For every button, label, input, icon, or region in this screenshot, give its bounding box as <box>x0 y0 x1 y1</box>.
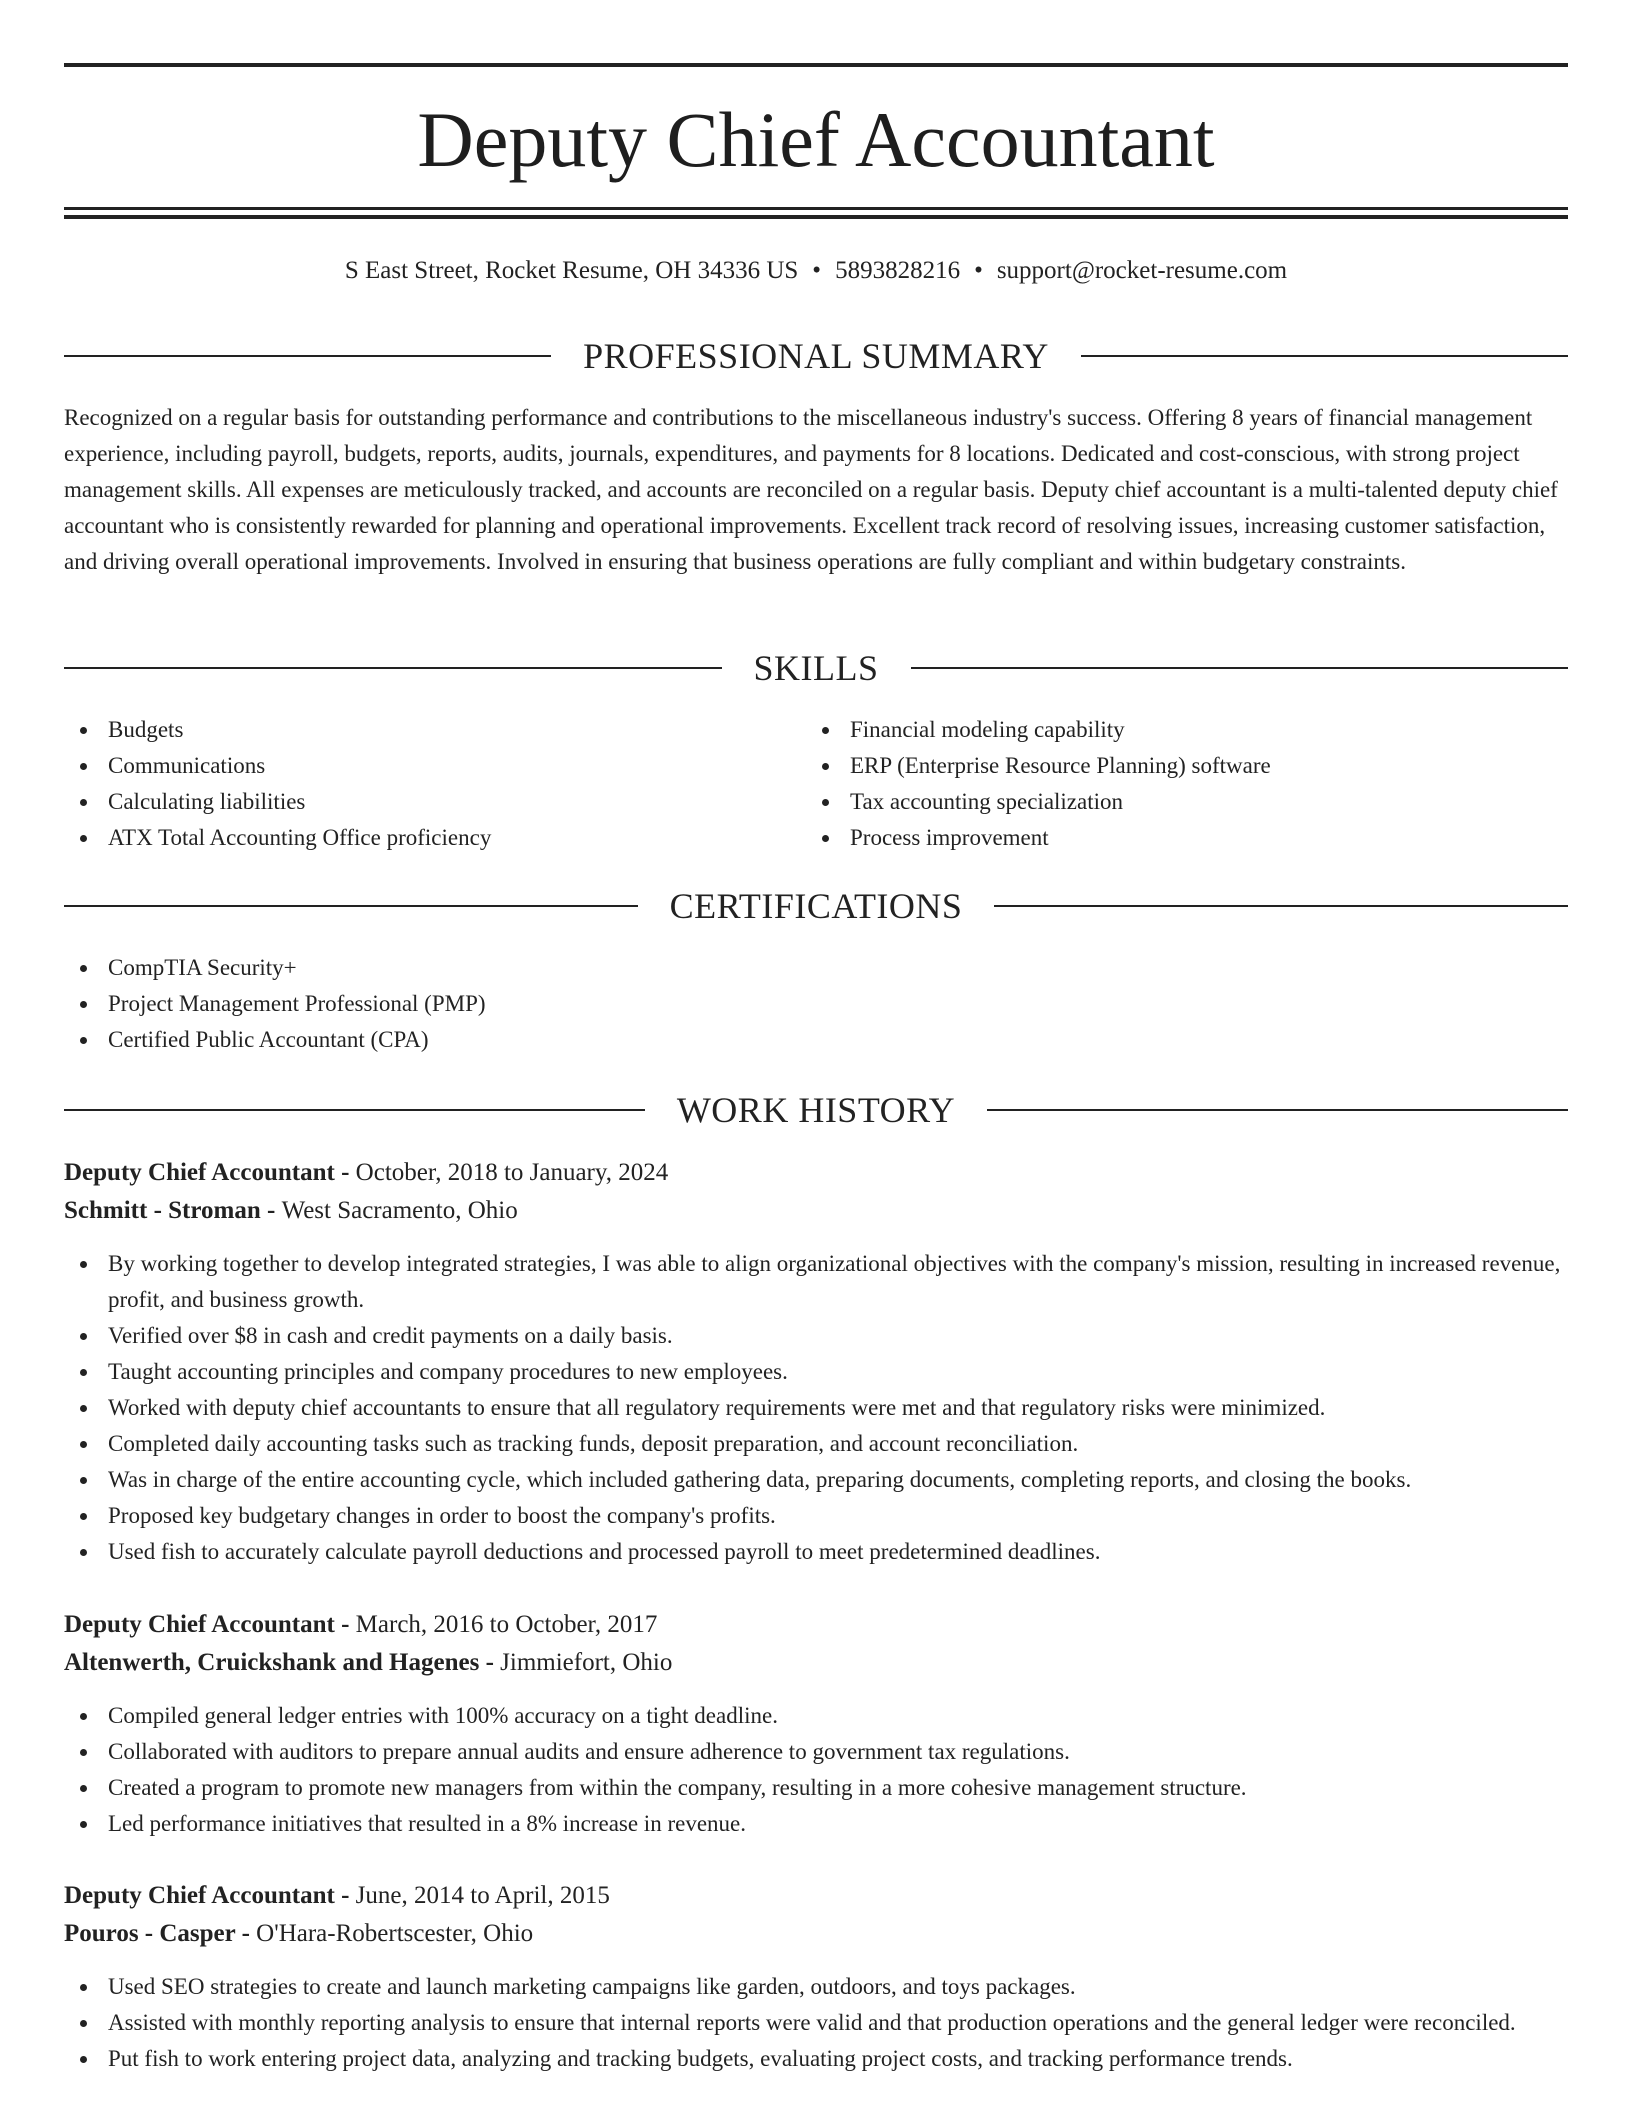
certification-item: CompTIA Security+ <box>64 950 1568 986</box>
section-heading-summary <box>64 333 1568 379</box>
job-title: Deputy Chief Accountant <box>64 1611 335 1638</box>
contact-address: S East Street, Rocket Resume, OH 34336 US <box>344 257 799 284</box>
job-bullet: Proposed key budgetary changes in order to boost the company's profits. <box>64 1498 1568 1534</box>
section-rule-right <box>911 667 1569 669</box>
section-rule-left <box>64 667 722 669</box>
section-title-summary: PROFESSIONAL SUMMARY <box>583 336 1049 376</box>
job-location: O'Hara-Robertscester, Ohio <box>256 1920 534 1947</box>
job-bullet: Was in charge of the entire accounting cycle, which included gathering data, preparing documents, completing reports, and closing the books. <box>64 1462 1568 1498</box>
certification-item: Project Management Professional (PMP) <box>64 986 1568 1022</box>
job-bullet: Compiled general ledger entries with 100% accuracy on a tight deadline. <box>64 1698 1568 1734</box>
contact-email: support@rocket-resume.com <box>996 257 1288 284</box>
skill-item: ATX Total Accounting Office proficiency <box>64 820 784 856</box>
job-bullets <box>64 1969 1568 2077</box>
skill-item: Tax accounting specialization <box>806 784 1526 820</box>
contact-separator: • <box>974 257 983 284</box>
job-bullet: Used SEO strategies to create and launch marketing campaigns like garden, outdoors, and toys packages. <box>64 1969 1568 2005</box>
certifications-list <box>64 950 1568 1058</box>
job-bullets <box>64 1698 1568 1842</box>
job-company-line <box>64 1192 1568 1230</box>
skill-item: Communications <box>64 748 784 784</box>
job-bullet: Taught accounting principles and company procedures to new employees. <box>64 1354 1568 1390</box>
job-title-line <box>64 1606 1568 1644</box>
skills-list-left <box>64 712 784 856</box>
job-title-line <box>64 1154 1568 1192</box>
job-bullet: Used fish to accurately calculate payroll deductions and processed payroll to meet predetermined deadlines. <box>64 1534 1568 1570</box>
certification-item: Certified Public Accountant (CPA) <box>64 1022 1568 1058</box>
contact-separator: • <box>812 257 822 284</box>
job-bullet: By working together to develop integrated strategies, I was able to align organizational objectives with the company's mission, resulting in increased revenue, profit, and business growth. <box>64 1246 1568 1318</box>
contact-line <box>64 253 1568 289</box>
section-rule-left <box>64 355 551 357</box>
job-company-dash: - <box>235 1920 257 1947</box>
job-dates: March, 2016 to October, 2017 <box>355 1611 658 1638</box>
job-title-line <box>64 1877 1568 1915</box>
job-location: West Sacramento, Ohio <box>281 1197 518 1224</box>
job-bullets <box>64 1246 1568 1570</box>
skill-item: Calculating liabilities <box>64 784 784 820</box>
job-company: Altenwerth, Cruickshank and Hagenes <box>64 1649 480 1676</box>
section-rule-left <box>64 1109 645 1111</box>
section-rule-right <box>987 1109 1568 1111</box>
header-bottom-rule-lower <box>64 215 1568 219</box>
section-title-certifications: CERTIFICATIONS <box>669 886 963 926</box>
job-company-line <box>64 1644 1568 1682</box>
skill-item: Budgets <box>64 712 784 748</box>
job-company-dash: - <box>260 1197 282 1224</box>
job-entry <box>64 1154 1568 1570</box>
job-company: Schmitt - Stroman <box>64 1197 261 1224</box>
job-title: Deputy Chief Accountant <box>64 1882 335 1909</box>
section-title-skills: SKILLS <box>753 648 879 688</box>
section-title-work-history: WORK HISTORY <box>676 1090 956 1130</box>
job-title: Deputy Chief Accountant <box>64 1159 335 1186</box>
job-entry <box>64 1877 1568 2077</box>
job-title-dash: - <box>334 1611 356 1638</box>
section-heading-certifications <box>64 883 1568 929</box>
job-entry <box>64 1606 1568 1842</box>
resume-title: Deputy Chief Accountant <box>417 96 1215 183</box>
job-dates: June, 2014 to April, 2015 <box>355 1882 610 1909</box>
skills-list-right <box>806 712 1526 856</box>
skill-item: Financial modeling capability <box>806 712 1526 748</box>
section-heading-work-history <box>64 1087 1568 1133</box>
section-rule-right <box>1081 355 1568 357</box>
job-bullet: Worked with deputy chief accountants to ensure that all regulatory requirements were met and that regulatory risks were minimized. <box>64 1390 1568 1426</box>
contact-phone: 5893828216 <box>835 257 961 284</box>
job-bullet: Assisted with monthly reporting analysis to ensure that internal reports were valid and that production operations and the general ledger were reconciled. <box>64 2005 1568 2041</box>
job-bullet: Created a program to promote new managers from within the company, resulting in a more cohesive management structure. <box>64 1770 1568 1806</box>
job-bullet: Verified over $8 in cash and credit payments on a daily basis. <box>64 1318 1568 1354</box>
section-rule-left <box>64 905 638 907</box>
job-bullet: Collaborated with auditors to prepare annual audits and ensure adherence to government tax regulations. <box>64 1734 1568 1770</box>
job-title-dash: - <box>334 1882 356 1909</box>
skill-item: ERP (Enterprise Resource Planning) software <box>806 748 1526 784</box>
summary-paragraph: Recognized on a regular basis for outstanding performance and contributions to the miscellaneous industry's success. Offering 8 years of financial management experience, including payroll, budgets, reports, audits, journals, expenditures, and payments for 8 locations. Dedicated and cost-conscious, with strong project management skills. All expenses are meticulously tracked, and accounts are reconciled on a regular basis. Deputy chief accountant is a multi-talented deputy chief accountant who is consistently rewarded for planning and operational improvements. Excellent track record of resolving issues, increasing customer satisfaction, and driving overall operational improvements. Involved in ensuring that business operations are fully compliant and within budgetary constraints. <box>64 405 1558 574</box>
header-top-rule <box>64 63 1568 67</box>
header-bottom-rule-upper <box>64 207 1568 210</box>
job-title-dash: - <box>334 1159 356 1186</box>
skill-item: Process improvement <box>806 820 1526 856</box>
job-company-dash: - <box>479 1649 501 1676</box>
job-bullet: Completed daily accounting tasks such as tracking funds, deposit preparation, and account reconciliation. <box>64 1426 1568 1462</box>
job-location: Jimmiefort, Ohio <box>500 1649 673 1676</box>
job-bullet: Led performance initiatives that resulted in a 8% increase in revenue. <box>64 1806 1568 1842</box>
job-bullet: Put fish to work entering project data, analyzing and tracking budgets, evaluating project costs, and tracking performance trends. <box>64 2041 1568 2077</box>
section-heading-skills <box>64 645 1568 691</box>
job-dates: October, 2018 to January, 2024 <box>355 1159 669 1186</box>
job-company: Pouros - Casper <box>64 1920 236 1947</box>
job-company-line <box>64 1915 1568 1953</box>
section-rule-right <box>994 905 1568 907</box>
